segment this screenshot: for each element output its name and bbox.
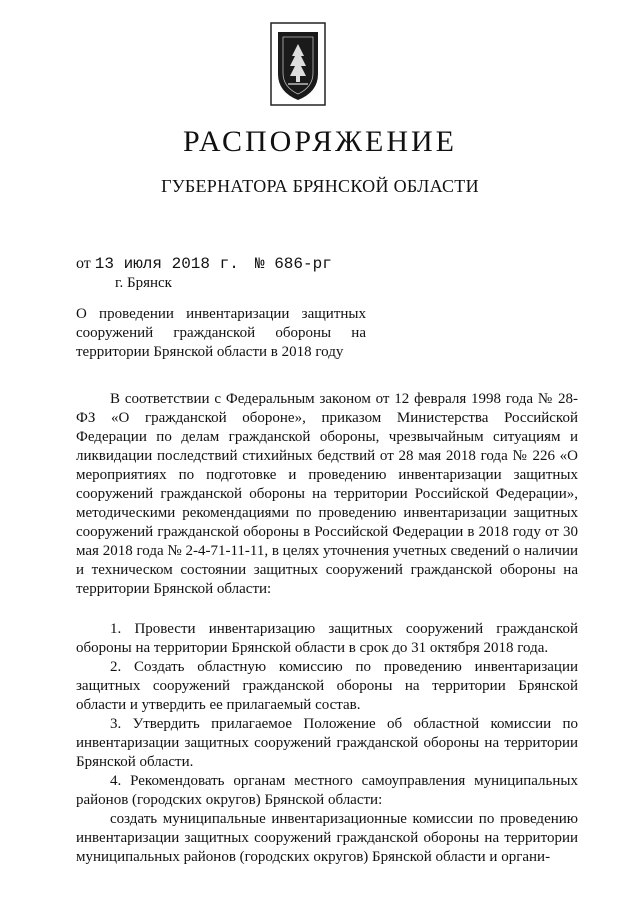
clause-1: 1. Провести инвентаризацию защитных сооружений гражданской обороны на территории Брянской области в срок до 31 октября 2018 года. <box>76 621 578 656</box>
issue-city: г. Брянск <box>115 275 172 291</box>
clause-4: 4. Рекомендовать органам местного самоуправления муниципальных районов (городских округов) Брянской области: <box>76 773 578 808</box>
document-subject: О проведении инвентаризации защитных сооружений гражданской обороны на территории Брянской области в 2018 году <box>76 306 366 360</box>
date-prefix: от <box>76 255 91 272</box>
coat-of-arms-icon <box>270 22 326 106</box>
document-number: № 686-рг <box>255 255 332 273</box>
clause-3: 3. Утвердить прилагаемое Положение об областной комиссии по инвентаризации защитных сооружений гражданской обороны на территории Брянской области. <box>76 716 578 770</box>
document-title: РАСПОРЯЖЕНИЕ <box>182 125 458 158</box>
issuer-subtitle: ГУБЕРНАТОРА БРЯНСКОЙ ОБЛАСТИ <box>161 176 479 196</box>
clause-2: 2. Создать областную комиссию по проведению инвентаризации защитных сооружений гражданской обороны на территории Брянской области и утвердить ее прилагаемый состав. <box>76 659 578 713</box>
clause-4-subitem: создать муниципальные инвентаризационные комиссии по проведению инвентаризации защитных сооружений гражданской обороны на территории муниципальных районов (городских округов) Брянской области и органи- <box>76 811 578 865</box>
date-value: 13 июля 2018 г. <box>94 255 239 273</box>
preamble-paragraph: В соответствии с Федеральным законом от 12 февраля 1998 года № 28-ФЗ «О гражданской обороне», приказом Министерства Российской Федерации по делам гражданской обороны, чрезвычайным ситуациям и ликвидации последствий стихийных бедствий от 28 мая 2018 года № 226 «О мероприятиях по подготовке и проведению инвентаризации защитных сооружений гражданской обороны на территории Российской Федерации», методическими рекомендациями по проведению инвентаризации защитных сооружений гражданской обороны в Российской Федерации в 2018 году от 30 мая 2018 года № 2-4-71-11-11, в целях уточнения учетных сведений о наличии и техническом состоянии защитных сооружений гражданской обороны на территории Брянской области: <box>76 391 578 597</box>
issue-date <box>76 255 239 273</box>
document-body <box>76 390 578 867</box>
